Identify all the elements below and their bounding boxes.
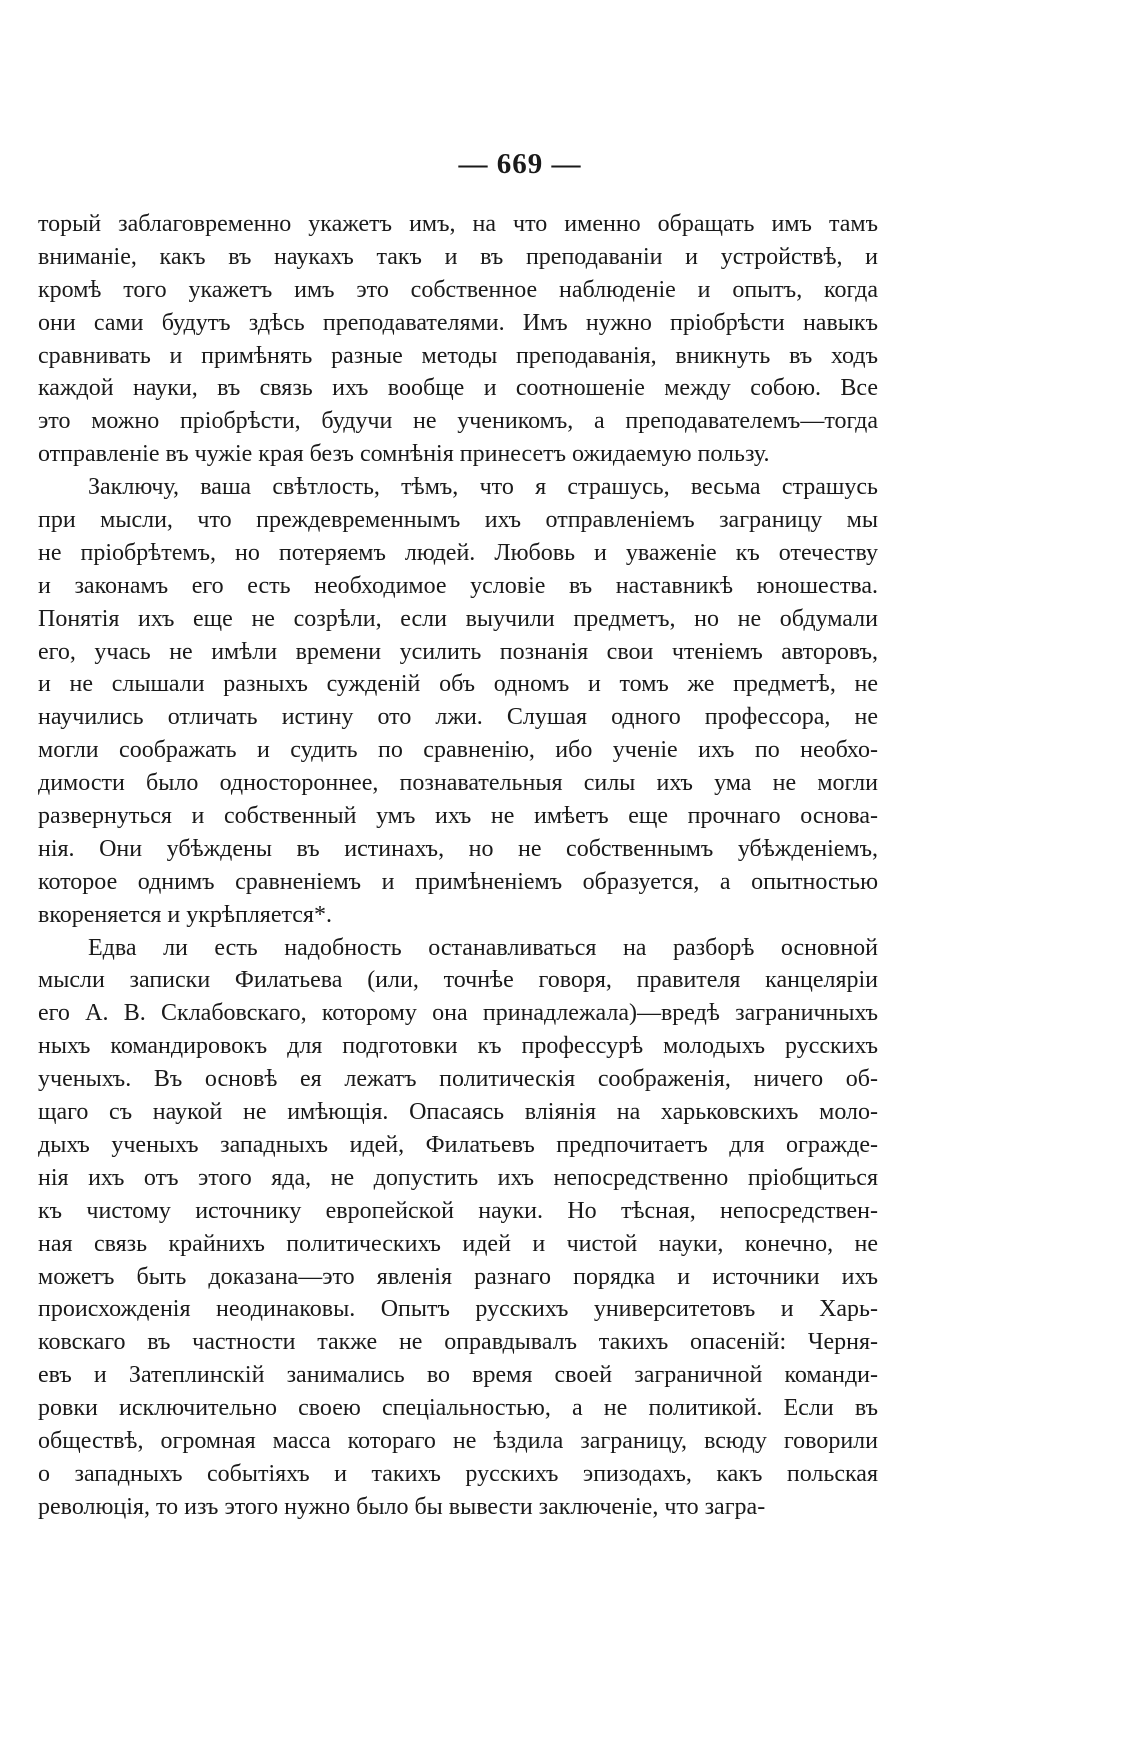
text-line: его А. В. Склабовскаго, которому она принадлежала)—вредѣ заграничныхъ — [38, 1000, 878, 1027]
text-line: каждой науки, въ связь ихъ вообще и соотношеніе между собою. Все — [38, 375, 878, 402]
text-line: происхожденія неодинаковы. Опытъ русскихъ университетовъ и Харь- — [38, 1296, 878, 1323]
paragraph — [38, 932, 878, 1524]
paragraph — [38, 208, 878, 471]
text-line: сравнивать и примѣнять разные методы преподаванія, вникнуть въ ходъ — [38, 342, 878, 369]
text-line: ровки исключительно своею спеціальностью, а не политикой. Если въ — [38, 1395, 878, 1422]
text-line: его, учась не имѣли времени усилить познанія свои чтеніемъ авторовъ, — [38, 638, 878, 665]
text-line: ныхъ командировокъ для подготовки къ профессурѣ молодыхъ русскихъ — [38, 1033, 878, 1060]
text-line: Заключу, ваша свѣтлость, тѣмъ, что я страшусь, весьма страшусь — [88, 474, 878, 501]
text-line: нія ихъ отъ этого яда, не допустить ихъ непосредственно пріобщиться — [38, 1164, 878, 1191]
text-line: кромѣ того укажетъ имъ это собственное наблюденіе и опытъ, когда — [38, 276, 878, 303]
text-line: при мысли, что преждевременнымъ ихъ отправленіемъ заграницу мы — [38, 507, 878, 534]
paragraph — [38, 471, 878, 931]
text-line: нія. Они убѣждены въ истинахъ, но не собственнымъ убѣжденіемъ, — [38, 835, 878, 862]
text-line: развернуться и собственный умъ ихъ не имѣетъ еще прочнаго основа- — [38, 803, 878, 830]
text-line: обществѣ, огромная масса котораго не ѣздила заграницу, всюду говорили — [38, 1427, 878, 1454]
text-line: отправленіе въ чужіе края безъ сомнѣнія принесетъ ожидаемую пользу. — [38, 441, 770, 468]
text-line: могли соображать и судить по сравненію, ибо ученіе ихъ по необхо- — [38, 737, 878, 764]
text-line: которое однимъ сравненіемъ и примѣненіемъ образуется, а опытностью — [38, 868, 878, 895]
text-line: торый заблаговременно укажетъ имъ, на что именно обращать имъ тамъ — [38, 211, 878, 237]
text-line: евъ и Затеплинскій занимались во время своей заграничной команди- — [38, 1362, 878, 1389]
text-line: ная связь крайнихъ политическихъ идей и чистой науки, конечно, не — [38, 1230, 878, 1257]
text-line: ученыхъ. Въ основѣ ея лежатъ политическія соображенія, ничего об- — [38, 1066, 878, 1093]
text-line: и не слышали разныхъ сужденій объ одномъ и томъ же предметѣ, не — [38, 671, 878, 698]
text-line: Понятія ихъ еще не созрѣли, если выучили предметъ, но не обдумали — [38, 605, 878, 632]
text-line: революція, то изъ этого нужно было бы вывести заключеніе, что загра- — [38, 1493, 766, 1520]
text-line: вкореняется и укрѣпляется*. — [38, 901, 332, 928]
text-line: ковскаго въ частности также не оправдывалъ такихъ опасеній: Черня- — [38, 1329, 878, 1356]
text-line: они сами будутъ здѣсь преподавателями. Имъ нужно пріобрѣсти навыкъ — [38, 309, 878, 336]
text-line: димости было одностороннее, познавательныя силы ихъ ума не могли — [38, 770, 878, 797]
text-line: мысли записки Филатьева (или, точнѣе говоря, правителя канцеляріи — [38, 967, 878, 994]
body-text — [38, 208, 878, 1524]
text-line: научились отличать истину ото лжи. Слушая одного профессора, не — [38, 704, 878, 731]
text-line: это можно пріобрѣсти, будучи не ученикомъ, а преподавателемъ—тогда — [38, 408, 878, 435]
text-line: дыхъ ученыхъ западныхъ идей, Филатьевъ предпочитаетъ для огражде- — [38, 1131, 878, 1158]
text-line: щаго съ наукой не имѣющія. Опасаясь вліянія на харьковскихъ моло- — [38, 1099, 878, 1126]
text-line: къ чистому источнику европейской науки. Но тѣсная, непосредствен- — [38, 1197, 878, 1224]
text-line: можетъ быть доказана—это явленія разнаго порядка и источники ихъ — [38, 1263, 878, 1290]
text-line: вниманіе, какъ въ наукахъ такъ и въ преподаваніи и устройствѣ, и — [38, 243, 878, 270]
text-line: о западныхъ событіяхъ и такихъ русскихъ эпизодахъ, какъ польская — [38, 1460, 878, 1487]
text-line: не пріобрѣтемъ, но потеряемъ людей. Любовь и уваженіе къ отечеству — [38, 539, 878, 566]
text-line: и законамъ его есть необходимое условіе въ наставникѣ юношества. — [38, 572, 878, 599]
text-line: Едва ли есть надобность останавливаться на разборѣ основной — [88, 934, 878, 961]
page-number: — 669 — — [458, 148, 582, 180]
